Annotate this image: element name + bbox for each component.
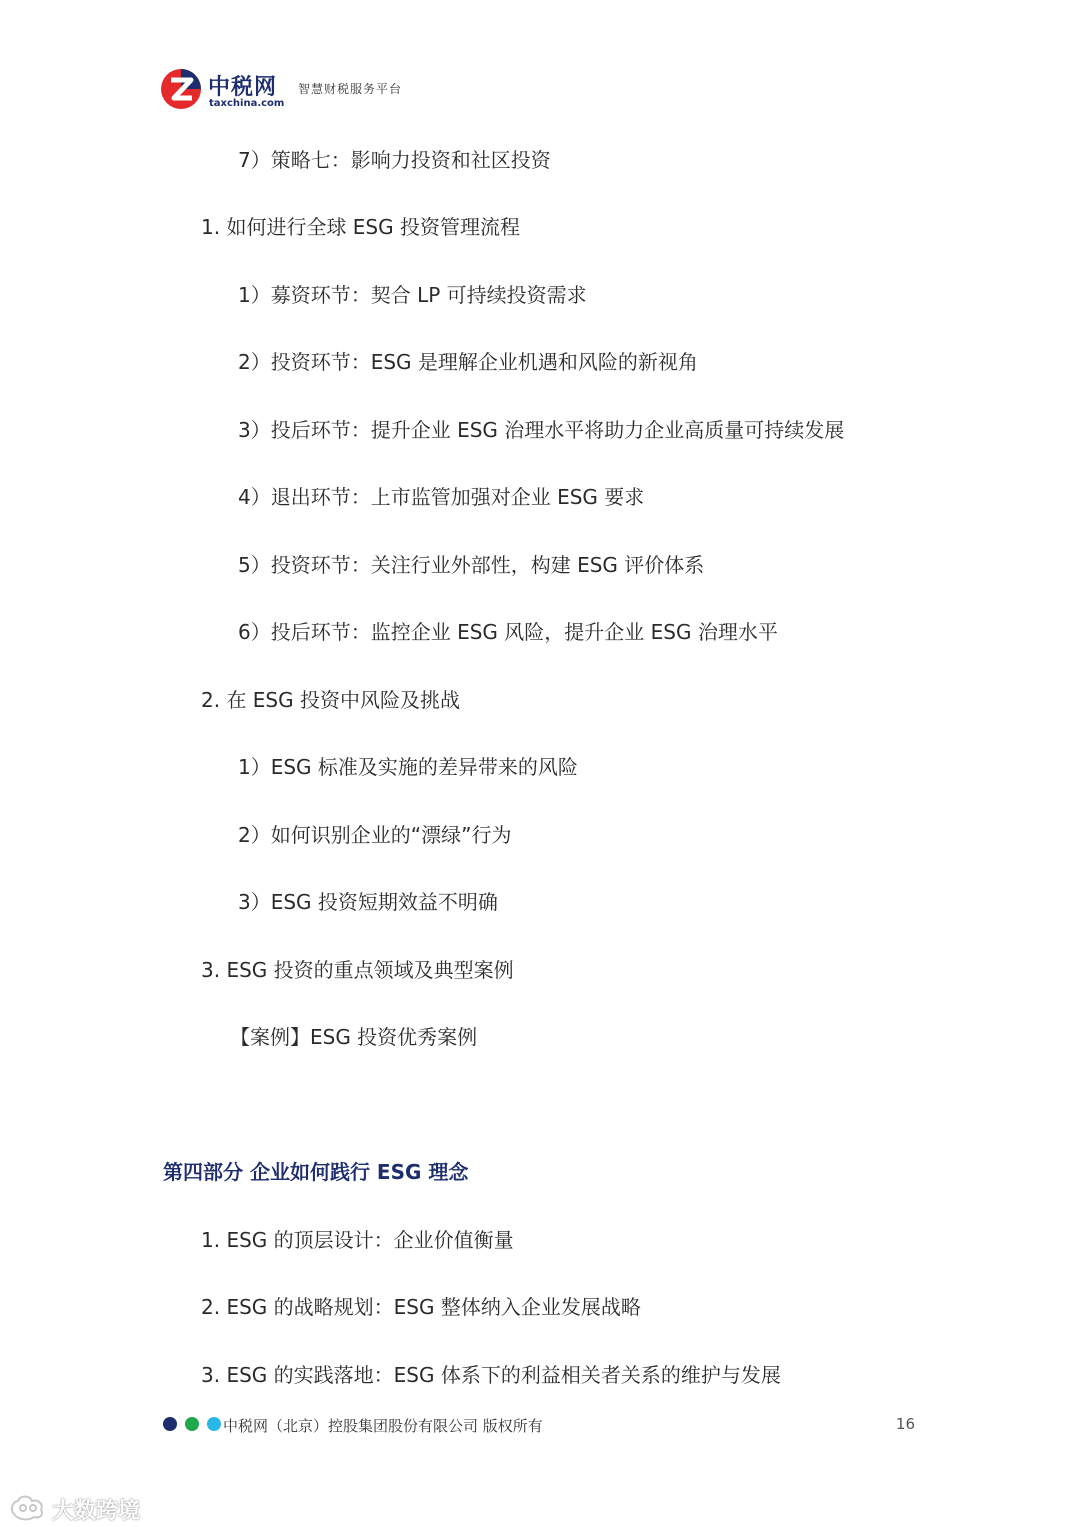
outline-item: 1）募资环节：契合 LP 可持续投资需求: [238, 283, 587, 307]
outline-item: 1）ESG 标准及实施的差异带来的风险: [238, 755, 578, 779]
outline-heading: 3. ESG 投资的重点领域及典型案例: [201, 958, 514, 982]
watermark-logo-icon: [8, 1492, 50, 1522]
outline-item: 2）投资环节：ESG 是理解企业机遇和风险的新视角: [238, 350, 698, 374]
brand-name: 中税网: [208, 75, 278, 100]
outline-item: 4）退出环节：上市监管加强对企业 ESG 要求: [238, 485, 645, 509]
footer-dot-cyan: [207, 1417, 221, 1431]
taxchina-logo-icon: [160, 68, 202, 110]
outline-item: 3）投后环节：提升企业 ESG 治理水平将助力企业高质量可持续发展: [238, 418, 845, 442]
outline-heading: 2. 在 ESG 投资中风险及挑战: [201, 688, 460, 712]
section-item: 1. ESG 的顶层设计：企业价值衡量: [201, 1228, 514, 1252]
brand-domain: taxchina.com: [209, 98, 285, 109]
section-item: 2. ESG 的战略规划：ESG 整体纳入企业发展战略: [201, 1295, 641, 1319]
page-footer: [163, 1414, 923, 1438]
section-item: 3. ESG 的实践落地：ESG 体系下的利益相关者关系的维护与发展: [201, 1363, 781, 1387]
footer-dot-navy: [163, 1417, 177, 1431]
brand-slogan: 智慧财税服务平台: [298, 82, 403, 96]
footer-dot-green: [185, 1417, 199, 1431]
outline-item: 5）投资环节：关注行业外部性，构建 ESG 评价体系: [238, 553, 705, 577]
outline-item: 6）投后环节：监控企业 ESG 风险，提升企业 ESG 治理水平: [238, 620, 778, 644]
page-number: 16: [895, 1415, 915, 1433]
watermark-text: 大数跨境: [52, 1499, 141, 1524]
outline-item: 2）如何识别企业的“漂绿”行为: [238, 823, 512, 847]
section-title: 第四部分 企业如何践行 ESG 理念: [163, 1160, 469, 1184]
footer-copyright: 中税网（北京）控股集团股份有限公司 版权所有: [223, 1417, 543, 1435]
outline-heading: 1. 如何进行全球 ESG 投资管理流程: [201, 215, 520, 239]
outline-item: 7）策略七：影响力投资和社区投资: [238, 148, 551, 172]
outline-item: 3）ESG 投资短期效益不明确: [238, 890, 498, 914]
case-item: 【案例】ESG 投资优秀案例: [230, 1025, 478, 1049]
